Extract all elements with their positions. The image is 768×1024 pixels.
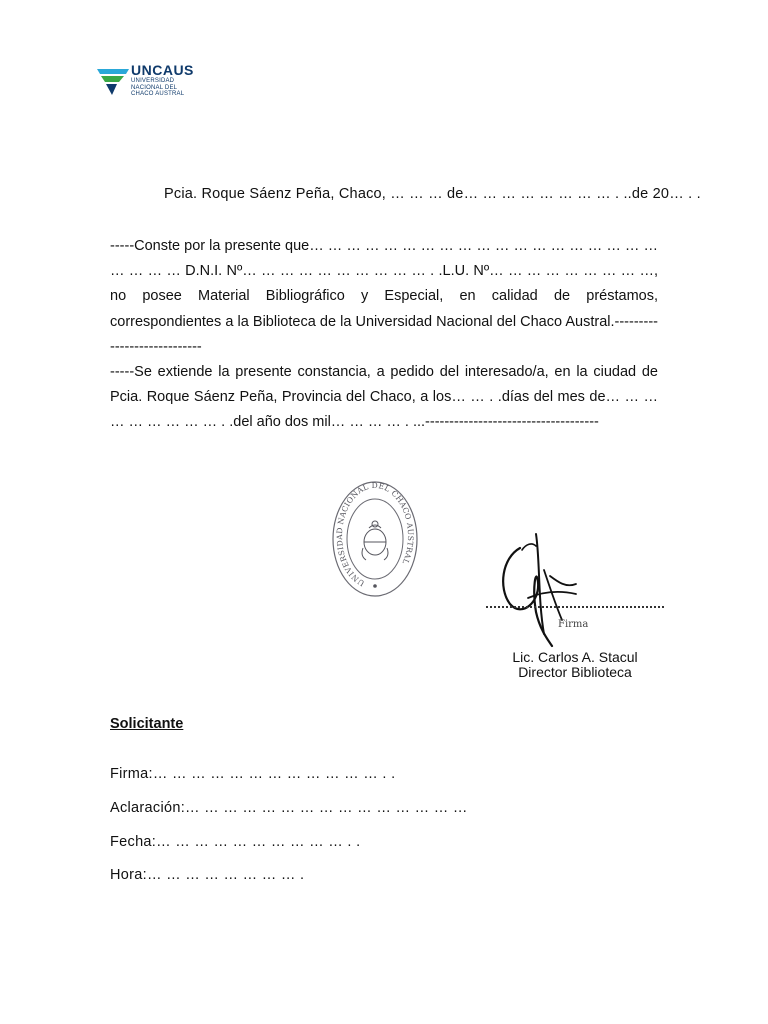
signature-line-label: Firma <box>558 619 589 630</box>
signer-name: Lic. Carlos A. Stacul <box>512 649 638 665</box>
firma-field: Firma:… … … … … … … … … … … … . . <box>110 766 396 782</box>
hora-field: Hora:… … … … … … … … . <box>110 867 305 883</box>
signature-line <box>486 606 664 608</box>
date-line: Pcia. Roque Sáenz Peña, Chaco, … … … de… … … … … … … … . ..de 20… . . <box>164 186 701 202</box>
logo-subtitle-line: CHACO AUSTRAL <box>131 91 185 97</box>
solicitante-heading: Solicitante <box>110 716 184 732</box>
handwritten-signature-icon <box>492 530 612 650</box>
logo-subtitle-line: UNIVERSIDAD <box>131 78 175 84</box>
svg-text:UNIVERSIDAD NACIONAL DEL CHACO: UNIVERSIDAD NACIONAL DEL CHACO AUSTRAL <box>335 480 416 588</box>
body-paragraph: -----Se extiende la presente constancia, a pedido del interesado/a, en la ciudad de Pcia. Roque Sáenz Peña, Provincia del Chaco, a los… … . .días del mes de… … … … … … … … … . .del año dos mil… … … … . ...------------------------------------ <box>110 364 658 431</box>
signer-title: Director Biblioteca <box>518 664 632 680</box>
signature-mark <box>492 530 612 650</box>
fecha-field: Fecha:… … … … … … … … … … . . <box>110 834 361 850</box>
signer-block <box>505 650 645 680</box>
certificate-body <box>110 234 658 436</box>
seal-stamp-icon <box>330 478 420 600</box>
logo-subtitle-line: NACIONAL DEL <box>131 84 178 91</box>
uncaus-logo-icon <box>96 66 130 96</box>
logo-name: UNCAUS <box>131 62 194 78</box>
body-paragraph: -----Conste por la presente que… … … … … … … … … … … … … … … … … … … … … … … D.N.I. Nº… … … … … … … … … … . .L.U. Nº… … … … … … … … …, no posee Material Bibliográfico y Especial, en calidad de préstamos, correspondientes a la Biblioteca de la Universidad Nacional del Chaco Austral.---------------------------- <box>110 238 658 355</box>
uncaus-logo <box>96 64 206 100</box>
university-seal <box>330 478 420 600</box>
aclaracion-field: Aclaración:… … … … … … … … … … … … … … … <box>110 800 468 816</box>
logo-subtitle <box>131 78 184 98</box>
